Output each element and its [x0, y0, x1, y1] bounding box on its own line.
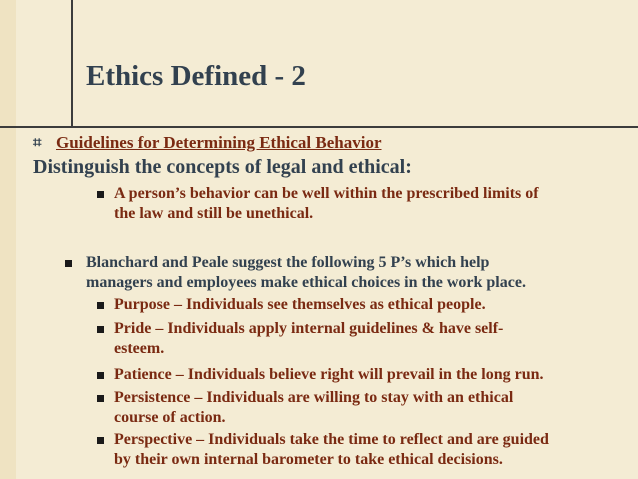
square-bullet-icon — [97, 302, 104, 309]
guidelines-heading: Guidelines for Determining Ethical Behavior — [56, 133, 382, 152]
title-vertical-rule — [71, 0, 73, 128]
left-stripe — [0, 0, 16, 479]
p-item-perspective: Perspective – Individuals take the time to reflect and are guided by their own internal barometer to take ethical decisions. — [114, 431, 549, 468]
distinguish-heading: Distinguish the concepts of legal and ethical: — [33, 156, 412, 178]
slide-title: Ethics Defined - 2 — [86, 60, 306, 92]
p-item-persistence: Persistence – Individuals are willing to stay with an ethical course of action. — [114, 389, 514, 426]
legal-bullet-text: A person’s behavior can be well within the prescribed limits of the law and still be unethical. — [114, 185, 539, 222]
square-bullet-icon — [97, 437, 104, 444]
square-bullet-icon — [97, 191, 104, 198]
blanchard-bullet-text: Blanchard and Peale suggest the following 5 P’s which help managers and employees make ethical choices in the work place. — [86, 254, 526, 291]
square-bullet-icon — [97, 372, 104, 379]
square-bullet-icon — [97, 395, 104, 402]
p-item-pride: Pride – Individuals apply internal guidelines & have self- esteem. — [114, 320, 504, 357]
hash-bullet-icon: ⌗ — [33, 133, 42, 151]
title-horizontal-rule — [0, 126, 638, 128]
p-item-purpose: Purpose – Individuals see themselves as ethical people. — [114, 296, 486, 313]
p-item-patience: Patience – Individuals believe right will prevail in the long run. — [114, 366, 544, 383]
square-bullet-icon — [97, 326, 104, 333]
square-bullet-icon — [65, 260, 72, 267]
